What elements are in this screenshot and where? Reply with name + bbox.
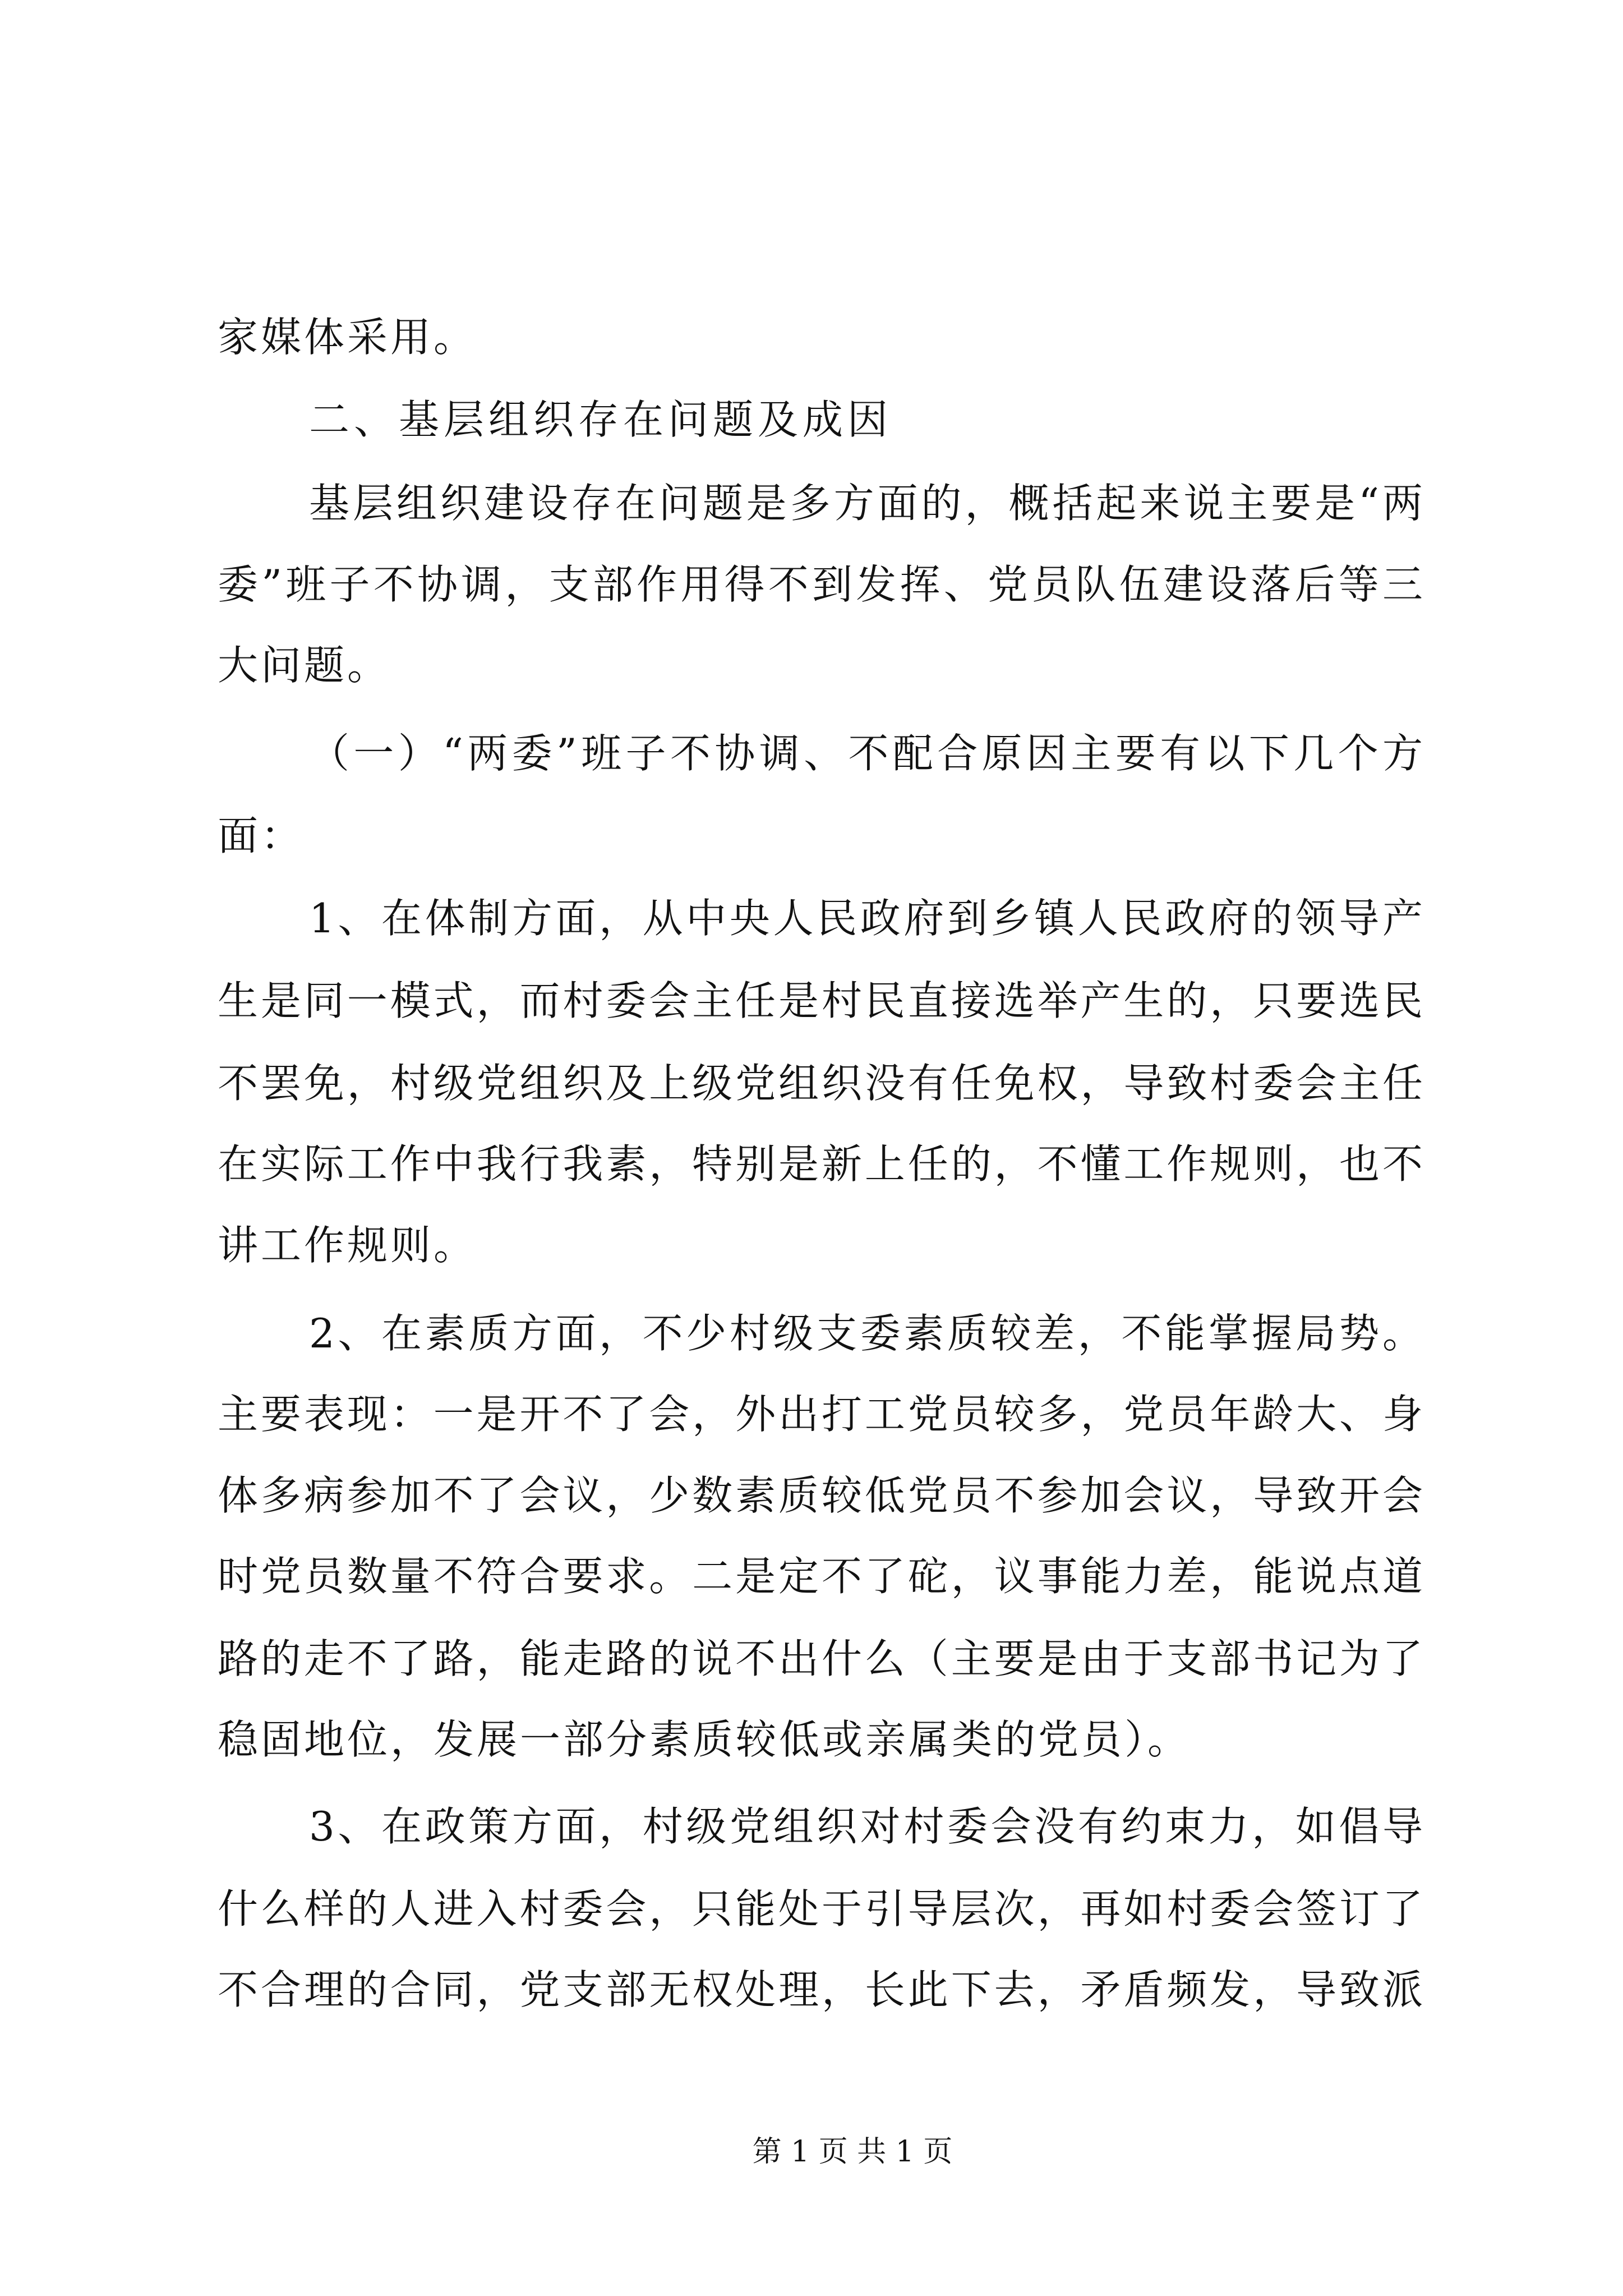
text-line: 不罢免，村级党组织及上级党组织没有任免权，导致村委会主任 (218, 1060, 1423, 1107)
text-line: 1、在体制方面，从中央人民政府到乡镇人民政府的领导产 (309, 895, 1423, 942)
text-line: 委”班子不协调，支部作用得不到发挥、党员队伍建设落后等三 (218, 561, 1423, 608)
section-heading-text: 二、基层组织存在问题及成因 (309, 396, 893, 443)
text-line: 稳固地位，发展一部分素质较低或亲属类的党员）。 (218, 1716, 1191, 1763)
text-line: 基层组织建设存在问题是多方面的，概括起来说主要是“两 (309, 480, 1423, 527)
page-number-footer: 第 1 页 共 1 页 (752, 2135, 953, 2169)
text-line: 2、在素质方面，不少村级支委素质较差，不能掌握局势。 (309, 1310, 1423, 1357)
text-line: 生是同一模式，而村委会主任是村民直接选举产生的，只要选民 (218, 977, 1423, 1024)
text-line: 体多病参加不了会议，少数素质较低党员不参加会议，导致开会 (218, 1472, 1423, 1519)
text-line: 在实际工作中我行我素，特别是新上任的，不懂工作规则，也不 (218, 1140, 1423, 1188)
text-line: 3、在政策方面，村级党组织对村委会没有约束力，如倡导 (309, 1803, 1423, 1850)
text-line: 什么样的人进入村委会，只能处于引导层次，再如村委会签订了 (218, 1885, 1423, 1932)
text-line: 时党员数量不符合要求。二是定不了砣，议事能力差，能说点道 (218, 1553, 1423, 1600)
text-line: 面： (218, 812, 305, 859)
text-line: （一）“两委”班子不协调、不配合原因主要有以下几个方 (309, 730, 1423, 777)
text-line: 路的走不了路，能走路的说不出什么（主要是由于支部书记为了 (218, 1635, 1423, 1682)
text-line: 不合理的合同，党支部无权处理，长此下去，矛盾频发，导致派 (218, 1966, 1423, 2013)
text-line: 大问题。 (218, 642, 391, 689)
text-line: 主要表现：一是开不了会，外出打工党员较多，党员年龄大、身 (218, 1391, 1423, 1438)
text-line: 讲工作规则。 (218, 1222, 477, 1269)
text-line: 家媒体采用。 (218, 314, 477, 361)
